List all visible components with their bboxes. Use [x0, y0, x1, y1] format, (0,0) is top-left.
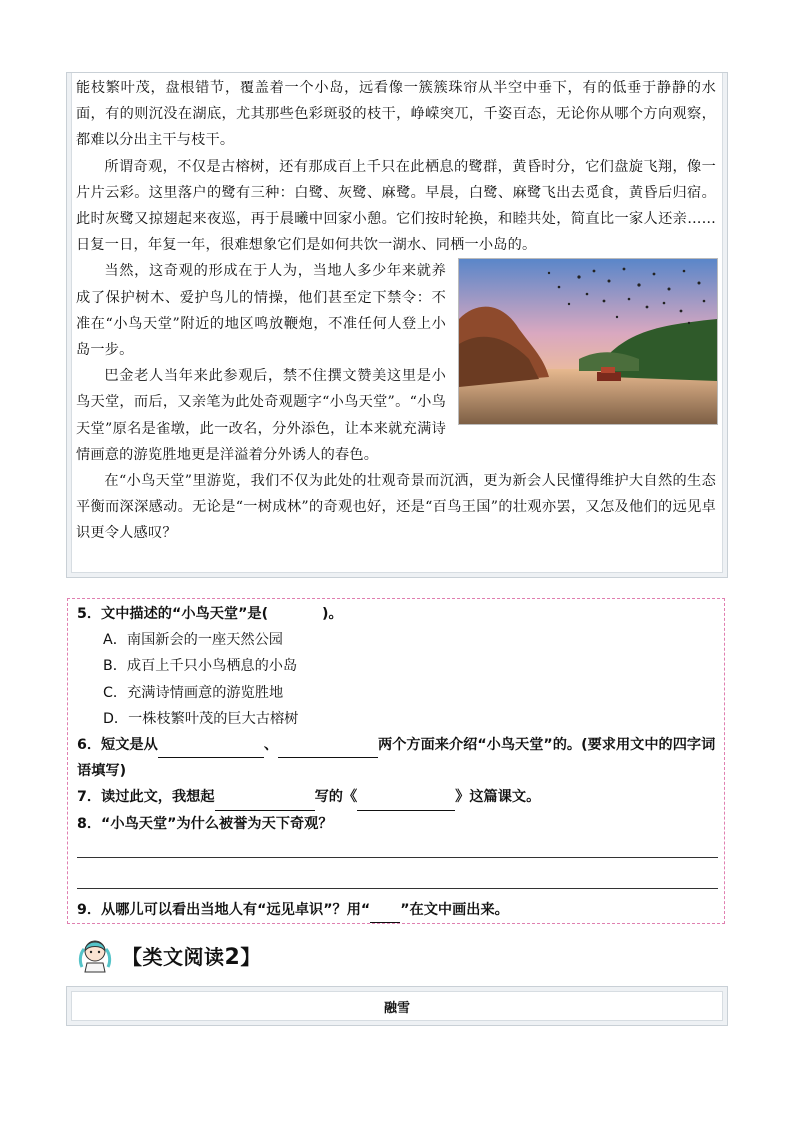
question-5-option-c[interactable]: C．充满诗情画意的游览胜地 — [103, 684, 284, 701]
question-8: 8．“小鸟天堂”为什么被誉为天下奇观？ — [77, 815, 333, 832]
question-8-answer-line-2[interactable] — [77, 888, 718, 889]
question-6 — [77, 732, 722, 784]
question-9-part-a: 9．从哪儿可以看出当地人有“远见卓识”？用“ — [77, 902, 371, 918]
question-7-part-c: 》这篇课文。 — [455, 789, 541, 806]
question-5-close: )。 — [321, 606, 343, 622]
question-5 — [77, 601, 722, 627]
question-6-blank-1[interactable] — [158, 739, 264, 758]
question-6-part-c: 两个方面来介绍“小鸟天堂”的。(要求用文中的四字词语填写) — [77, 737, 716, 780]
question-7-blank-author[interactable] — [215, 792, 315, 811]
section-title-text: 【类文阅读 — [122, 944, 225, 969]
section-title — [122, 941, 261, 970]
question-9-part-b: ”在文中画出来。 — [400, 902, 509, 918]
question-7 — [77, 784, 722, 810]
section-title-number: 2 — [224, 944, 241, 970]
question-7-part-a: 7．读过此文，我想起 — [77, 789, 215, 806]
question-6-part-a: 6．短文是从 — [77, 737, 158, 754]
question-9-wrap — [77, 897, 722, 923]
question-8-answer-line-1[interactable] — [77, 857, 718, 858]
passage-paragraph-3: 当然，这奇观的形成在于人为，当地人多少年来就养成了保护树木、爱护鸟儿的情操，他们甚至定下禁令：不准在“小鸟天堂”附近的地区鸣放鞭炮，不准任何人登上小岛一步。 — [76, 263, 446, 359]
next-article-title-frame — [66, 986, 728, 1026]
question-7-blank-title[interactable] — [357, 792, 455, 811]
question-6-part-b: 、 — [263, 737, 279, 754]
section-title-close: 】 — [240, 944, 261, 969]
passage-paragraph-2: 所谓奇观，不仅是古榕树，还有那成百上千只在此栖息的鹭群，黄昏时分，它们盘旋飞翔，像一片片云彩。这里落户的鹭有三种：白鹭、灰鹭、麻鹭。早晨，白鹭、麻鹭飞出去觅食，黄昏后归宿。此时灰鹭又掠翅起来夜巡，再于晨曦中回家小憩。它们按时轮换，和睦共处，简直比一家人还亲……日复一日，年复一年，很难想象它们是如何共饮一湖水、同栖一小岛的。 — [76, 158, 716, 254]
questions-list — [77, 601, 722, 837]
passage-paragraph-1: 能枝繁叶茂，盘根错节，覆盖着一个小岛，远看像一簇簇珠帘从半空中垂下，有的低垂于静静的水面，有的则沉没在湖底，尤其那些色彩斑驳的枝干，峥嵘突兀，千姿百态，无论你从哪个方向观察，都难以分出主干与枝干。 — [76, 80, 716, 149]
passage-text — [76, 75, 716, 547]
girl-reader-icon — [76, 937, 114, 973]
photo-illustration — [459, 259, 717, 424]
passage-paragraph-4: 巴金老人当年来此参观后，禁不住撰文赞美这里是小鸟天堂，而后，又亲笔为此处奇观题字“小鸟天堂”。“小鸟天堂”原名是雀墩，此一改名，分外添色，让本来就充满诗情画意的游览胜地更是洋溢着分外诱人的春色。 — [76, 368, 446, 463]
question-9-underline-sample — [370, 904, 400, 923]
bird-paradise-photo — [458, 258, 718, 425]
next-article-title: 融雪 — [71, 991, 723, 1021]
question-6-blank-2[interactable] — [278, 739, 378, 758]
section-heading — [76, 938, 261, 972]
passage-paragraph-5: 在“小鸟天堂”里游览，我们不仅为此处的壮观奇景而沉洒，更为新会人民懂得维护大自然的生态平衡而深深感动。无论是“一树成林”的奇观也好，还是“百鸟王国”的壮观亦罢，又怎及他们的远见卓识更令人感叹？ — [76, 473, 716, 542]
question-7-part-b: 写的《 — [314, 789, 358, 806]
question-5-stem: 5．文中描述的“小鸟天堂”是( — [77, 606, 269, 622]
question-9 — [77, 897, 722, 923]
question-5-option-d[interactable]: D．一株枝繁叶茂的巨大古榕树 — [103, 710, 299, 727]
question-5-option-b[interactable]: B．成百上千只小鸟栖息的小岛 — [103, 658, 298, 675]
question-5-option-a[interactable]: A．南国新会的一座天然公园 — [103, 632, 283, 649]
